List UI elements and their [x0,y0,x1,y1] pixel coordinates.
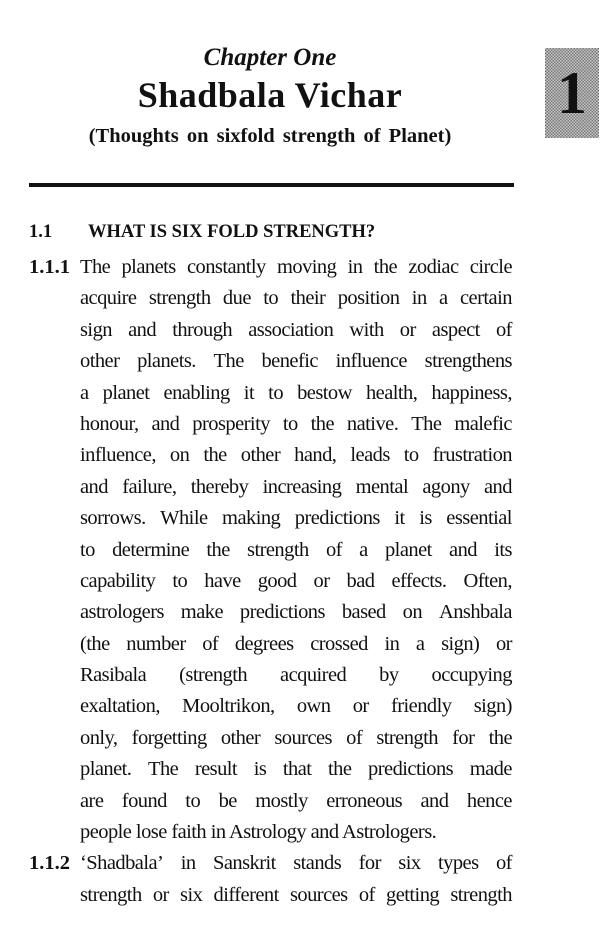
word: The [411,412,442,435]
word: for [358,852,381,875]
word: strength [247,538,309,561]
word: essential [446,507,512,530]
word: and [128,318,157,341]
word: to [268,381,284,404]
paragraph-line [80,503,512,534]
word: or [495,632,512,655]
word: it [243,381,255,404]
paragraph-number: 1.1.1 [29,256,70,278]
word: Sanskrit [213,852,276,875]
word: (strength [179,664,248,687]
section-number: 1.1 [29,222,53,242]
word: exaltation, [80,695,160,718]
word: frustration [432,444,512,467]
word: aspect [431,318,480,341]
text-line [0,817,600,848]
chapter-number-badge [545,48,599,138]
text-line [0,629,600,660]
word: Rasibala [80,664,147,687]
word: to [172,569,188,592]
word: While [160,507,208,530]
word: degrees [234,632,294,655]
word: through [172,318,233,341]
word: erroneous [326,789,403,812]
word: bad [346,569,375,592]
text-line [0,535,600,566]
text-line [0,754,600,785]
word: sources [274,726,332,749]
word: of [495,852,512,875]
paragraph-line [80,848,512,879]
paragraph-line [80,723,512,754]
word: the [328,758,352,781]
text-line [0,378,600,409]
word: the [206,538,230,561]
word: effects. [391,569,447,592]
word: malefic [454,412,512,435]
paragraph-line [80,660,512,691]
title-divider [29,183,514,187]
text-line [0,503,600,534]
paragraph-line [80,346,512,377]
text-line [0,691,600,722]
word: result [194,758,238,781]
word: six [180,883,203,906]
paragraph-line [80,252,512,283]
word: to [80,538,95,561]
word: with [349,318,384,341]
word: friendly [390,695,452,718]
word: getting [386,883,440,906]
word: (the [80,632,110,655]
word: strength [376,726,438,749]
paragraph-line [80,786,512,817]
word: Anshbala [438,601,512,624]
word: a [439,287,448,310]
text-line [0,660,600,691]
word: and [484,475,512,498]
word: the [203,444,227,467]
word: predictions [239,601,325,624]
word: circle [469,256,512,278]
word: is [253,758,267,781]
body-text [0,252,600,911]
word: or [313,569,330,592]
word: in [347,256,363,278]
word: their [290,287,326,310]
word: for [452,726,475,749]
text-line [0,880,600,911]
word: honour, [80,412,139,435]
word: strength [148,287,211,310]
word: strength [450,883,512,906]
word: other [220,726,261,749]
paragraph-line [80,629,512,660]
paragraph-number: 1.1.2 [29,852,70,875]
word: that [282,758,312,781]
text-line [0,252,600,283]
paragraph-line [80,315,512,346]
word: on [402,601,423,624]
word: strengthens [424,350,512,373]
word: planet [384,538,432,561]
word: The [213,350,244,373]
paragraph-line [80,691,512,722]
word: based [341,601,386,624]
word: The [80,256,111,278]
word: enabling [163,381,230,404]
word: predictions [294,507,380,530]
word: position [337,287,400,310]
word: in [180,852,196,875]
chapter-number: 1 [557,60,587,126]
word: to [263,287,279,310]
word: other [80,350,120,373]
word: in [411,287,427,310]
word: association [248,318,334,341]
word: to [403,444,419,467]
word: of [358,883,375,906]
word: mental [355,475,409,498]
text-line [0,315,600,346]
paragraph-line [80,880,512,911]
chapter-subtitle: (Thoughts on sixfold strength of Planet) [88,125,452,147]
word: made [469,758,512,781]
word: in [384,632,400,655]
word: capability [80,569,156,592]
word: and [420,789,449,812]
word: is [419,507,432,530]
word: determine [112,538,190,561]
word: sources [289,883,348,906]
word: have [204,569,241,592]
word: planet [102,381,150,404]
text-line [0,566,600,597]
text-line [0,786,600,817]
text-line [0,848,600,879]
word: or [352,695,369,718]
word: make [180,601,223,624]
word: constantly [186,256,266,278]
word: planets. [137,350,196,373]
word: influence, [80,444,156,467]
word: stands [293,852,342,875]
word: found [121,789,167,812]
word: occupying [431,664,512,687]
text-line [0,472,600,503]
word: certain [460,287,512,310]
paragraph-line [80,535,512,566]
word: crossed [310,632,368,655]
paragraph-line [80,566,512,597]
word: influence [335,350,407,373]
word: the [488,726,512,749]
word: hand, [294,444,337,467]
paragraph-line [80,283,512,314]
word: Often, [463,569,512,592]
word: acquired [280,664,347,687]
word: strength [80,883,142,906]
word: sign) [441,632,480,655]
word: are [80,789,104,812]
chapter-label: Chapter One [203,44,337,71]
chapter-title: Shadbala Vichar [137,75,403,115]
word: native. [346,412,399,435]
word: and [449,538,477,561]
word: other [240,444,281,467]
word: planets [121,256,176,278]
word: acquire [80,287,137,310]
section-title: WHAT IS SIX FOLD STRENGTH? [88,222,376,242]
word: Mooltrikon, [182,695,275,718]
word: to [282,412,298,435]
text-line [0,346,600,377]
text-line [0,440,600,471]
text-line [0,409,600,440]
word: forgetting [131,726,207,749]
word: failure, [122,475,177,498]
paragraph-line: people lose faith in Astrology and Astrologers. [80,821,437,844]
word: agony [422,475,470,498]
word: its [494,538,512,561]
word: predictions [368,758,454,781]
word: of [495,318,512,341]
word: planet. [80,758,132,781]
word: leads [350,444,390,467]
word: and [80,475,108,498]
word: astrologers [80,601,164,624]
word: sign) [473,695,512,718]
word: increasing [262,475,342,498]
word: sorrows. [80,507,146,530]
word: moving [276,256,337,278]
word: hence [466,789,512,812]
word: prosperity [192,412,270,435]
word: thereby [190,475,249,498]
paragraph-line [80,409,512,440]
word: bestow [297,381,352,404]
word: different [213,883,279,906]
text-line [0,283,600,314]
word: types [437,852,479,875]
word: or [399,318,416,341]
word: making [222,507,281,530]
word: six [398,852,421,875]
paragraph-line [80,754,512,785]
word: number [126,632,186,655]
section-heading [29,222,376,243]
word: happiness, [431,381,512,404]
word: due [222,287,251,310]
word: to [185,789,201,812]
paragraph-line [80,378,512,409]
word: and [151,412,180,435]
paragraph-line [80,597,512,628]
word: of [346,726,363,749]
word: benefic [261,350,318,373]
word: only, [80,726,118,749]
word: or [152,883,169,906]
word: of [202,632,219,655]
text-line [0,723,600,754]
word: sign [80,318,112,341]
word: by [379,664,399,687]
word: the [373,256,398,278]
paragraph-line [80,440,512,471]
word: good [257,569,297,592]
text-line [0,597,600,628]
word: the [310,412,334,435]
word: health, [365,381,418,404]
paragraph-line [80,472,512,503]
word: a [359,538,368,561]
word: mostly [255,789,308,812]
word: zodiac [408,256,459,278]
word: a [415,632,425,655]
word: be [218,789,237,812]
word: a [80,381,89,404]
word: on [169,444,190,467]
word: The [147,758,179,781]
word: of [325,538,342,561]
word: it [394,507,405,530]
word: ‘Shadbala’ [80,852,164,875]
word: own [296,695,331,718]
